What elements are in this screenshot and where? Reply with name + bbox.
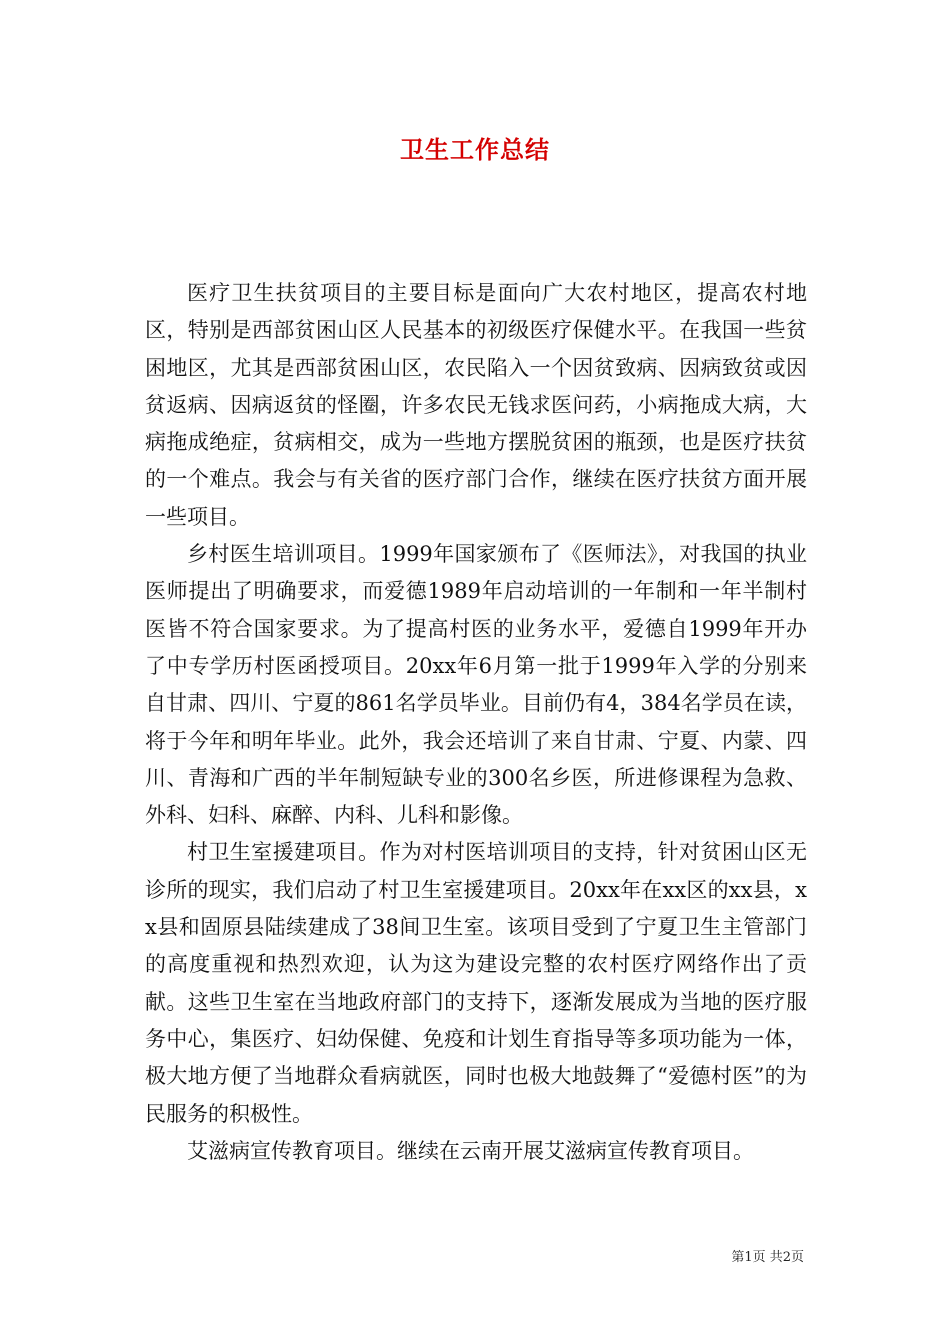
paragraph-aids-education: 艾滋病宣传教育项目。继续在云南开展艾滋病宣传教育项目。 xyxy=(187,1138,754,1163)
paragraph-clinic-construction: 村卫生室援建项目。作为对村医培训项目的支持，针对贫困山区无诊所的现实，我们启动了村卫生室援建项目。20xx年在xx区的xx县，xx县和固原县陆续建成了38间卫生室。该项目受到了宁夏卫生主管部门的高度重视和热烈欢迎，认为这为建设完整的农村医疗网络作出了贡献。这些卫生室在当地政府部门的支持下，逐渐发展成为当地的医疗服务中心，集医疗、妇幼保健、免疫和计划生育指导等多项功能为一体，极大地方便了当地群众看病就医，同时也极大地鼓舞了“爱德村医”的为民服务的积极性。 xyxy=(145,840,807,1126)
page-number-footer: 第1页 共2页 xyxy=(731,1250,804,1265)
paragraph-intro: 医疗卫生扶贫项目的主要目标是面向广大农村地区，提高农村地区，特别是西部贫困山区人民基本的初级医疗保健水平。在我国一些贫困地区，尤其是西部贫困山区，农民陷入一个因贫致病、因病致贫或因贫返病、因病返贫的怪圈，许多农民无钱求医问药，小病拖成大病，大病拖成绝症，贫病相交，成为一些地方摆脱贫困的瓶颈，也是医疗扶贫的一个难点。我会与有关省的医疗部门合作，继续在医疗扶贫方面开展一些项目。 xyxy=(145,281,807,529)
document-title: 卫生工作总结 xyxy=(400,135,550,164)
paragraph-doctor-training: 乡村医生培训项目。1999年国家颁布了《医师法》，对我国的执业医师提出了明确要求，而爱德1989年启动培训的一年制和一年半制村医皆不符合国家要求。为了提高村医的业务水平，爱德自1999年开办了中专学历村医函授项目。20xx年6月第一批于1999年入学的分别来自甘肃、四川、宁夏的861名学员毕业。目前仍有4，384名学员在读，将于今年和明年毕业。此外，我会还培训了来自甘肃、宁夏、内蒙、四川、青海和广西的半年制短缺专业的300名乡医，所进修课程为急救、外科、妇科、麻醉、内科、儿科和影像。 xyxy=(145,542,807,828)
document-body xyxy=(145,275,807,1170)
